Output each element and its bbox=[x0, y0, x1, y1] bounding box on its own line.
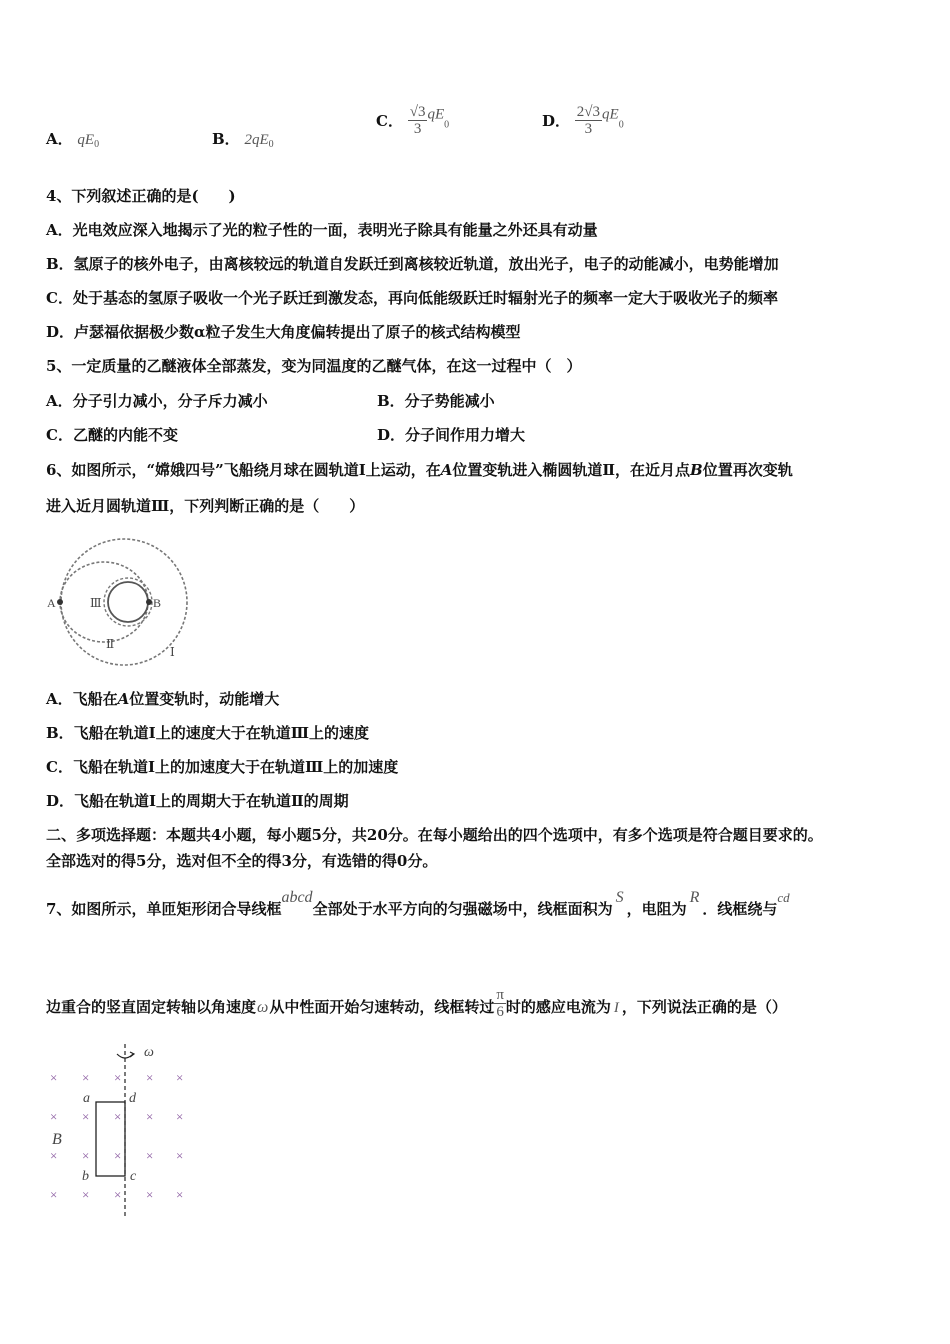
cross: × bbox=[82, 1109, 90, 1124]
cross: × bbox=[114, 1070, 122, 1085]
q7-part3: ，电阻为 bbox=[626, 900, 687, 918]
fig-label-a: A bbox=[47, 596, 56, 610]
cross: × bbox=[114, 1148, 122, 1163]
fig-label-c: c bbox=[130, 1169, 137, 1184]
q3-option-b bbox=[212, 128, 274, 150]
q5-option-a: A．分子引力减小，分子斥力减小 bbox=[46, 392, 268, 410]
magnetic-field-crosses bbox=[50, 1070, 183, 1202]
q3-option-d-label: D． bbox=[542, 112, 571, 130]
q3-option-a-sub: 0 bbox=[94, 139, 100, 150]
q6-stem-part3: 位置再次变轨 bbox=[702, 461, 793, 479]
q7-six: 6 bbox=[496, 1004, 504, 1020]
q3-option-a bbox=[46, 128, 99, 150]
cross: × bbox=[176, 1070, 184, 1085]
q7-current-i: I bbox=[613, 1000, 619, 1016]
q3-option-a-label: A． bbox=[46, 130, 73, 148]
cross: × bbox=[146, 1070, 154, 1085]
section2-line2: 全部选对的得5分，选对但不全的得3分，有选错的得0分。 bbox=[46, 852, 438, 870]
cross: × bbox=[114, 1187, 122, 1202]
q3-option-d-expr: qE bbox=[602, 106, 619, 123]
q7-part8: ，下列说法正确的是（） bbox=[621, 998, 787, 1016]
q7-coil-figure bbox=[44, 1040, 194, 1220]
q6-orbit-figure bbox=[40, 534, 200, 670]
q3-option-c-expr: qE bbox=[427, 106, 445, 123]
orbit-ii bbox=[60, 562, 148, 642]
q7-stem-line1 bbox=[46, 888, 790, 919]
q3-option-b-expr: 2qE bbox=[244, 132, 269, 148]
q4-option-b: B．氢原子的核外电子，由离核较远的轨道自发跃迁到离核较近轨道，放出光子，电子的动能减小，电势能增加 bbox=[46, 255, 779, 273]
cross: × bbox=[50, 1109, 58, 1124]
q7-part1: 7、如图所示，单匝矩形闭合导线框 bbox=[46, 900, 282, 918]
q3-option-d bbox=[542, 104, 624, 137]
moon bbox=[108, 582, 148, 622]
fig-label-a: a bbox=[83, 1091, 90, 1106]
q3-option-c bbox=[376, 104, 449, 137]
cross: × bbox=[50, 1187, 58, 1202]
q7-part4: ．线框绕与 bbox=[702, 900, 778, 918]
fig-omega: ω bbox=[144, 1045, 154, 1060]
fig-label-b: b bbox=[82, 1169, 89, 1184]
q6-stem-line2: 进入近月圆轨道Ⅲ，下列判断正确的是（ ） bbox=[46, 497, 365, 515]
q3-option-d-sub: 0 bbox=[618, 119, 624, 131]
q5-stem: 5、一定质量的乙醚液体全部蒸发，变为同温度的乙醚气体，在这一过程中（ ） bbox=[46, 357, 582, 375]
q3-option-c-den: 3 bbox=[413, 121, 422, 137]
q7-resistance-r: R bbox=[689, 889, 700, 906]
fig-label-field-b: B bbox=[52, 1131, 62, 1148]
q3-option-b-sub: 0 bbox=[268, 139, 274, 150]
q6-stem-point-b: B bbox=[690, 461, 703, 479]
fig-label-b: B bbox=[153, 596, 162, 610]
fig-label-ii: Ⅱ bbox=[106, 637, 115, 651]
fig-label-iii: Ⅲ bbox=[90, 596, 102, 610]
q7-part6: 从中性面开始匀速转动，线框转过 bbox=[269, 998, 495, 1016]
q6-option-a-post: 位置变轨时，动能增大 bbox=[129, 690, 280, 708]
orbit-i bbox=[61, 539, 187, 665]
q3-option-b-label: B． bbox=[212, 130, 240, 148]
q6-stem-part2: 位置变轨进入椭圆轨道Ⅱ，在近月点 bbox=[452, 461, 691, 479]
q3-option-c-label: C． bbox=[376, 112, 403, 130]
q6-option-b: B．飞船在轨道Ⅰ上的速度大于在轨道Ⅲ上的速度 bbox=[46, 724, 369, 742]
cross: × bbox=[114, 1109, 122, 1124]
q7-pi: π bbox=[496, 987, 504, 1003]
q3-option-c-num: √3 bbox=[409, 104, 426, 120]
q6-option-a bbox=[46, 689, 279, 709]
q3-option-d-den: 3 bbox=[584, 121, 593, 137]
q7-area-s: S bbox=[615, 889, 624, 906]
q7-cd: cd bbox=[777, 890, 790, 905]
cross: × bbox=[50, 1148, 58, 1163]
q6-option-a-pre: A．飞船在 bbox=[46, 690, 118, 708]
cross: × bbox=[176, 1187, 184, 1202]
q4-option-c: C．处于基态的氢原子吸收一个光子跃迁到激发态，再向低能级跃迁时辐射光子的频率一定大于吸收光子的频率 bbox=[46, 289, 778, 307]
q6-stem-point-a: A bbox=[440, 461, 453, 479]
q7-part2: 全部处于水平方向的匀强磁场中，线框面积为 bbox=[312, 900, 613, 918]
point-b-dot bbox=[146, 599, 152, 605]
cross: × bbox=[146, 1187, 154, 1202]
q6-option-d: D．飞船在轨道Ⅰ上的周期大于在轨道Ⅱ的周期 bbox=[46, 792, 349, 810]
q5-option-d: D．分子间作用力增大 bbox=[377, 426, 526, 444]
cross: × bbox=[82, 1187, 90, 1202]
cross: × bbox=[146, 1109, 154, 1124]
cross: × bbox=[82, 1070, 90, 1085]
q7-part7: 时的感应电流为 bbox=[505, 998, 611, 1016]
cross: × bbox=[146, 1148, 154, 1163]
q7-abcd: abcd bbox=[281, 889, 313, 906]
q5-option-c: C．乙醚的内能不变 bbox=[46, 426, 178, 444]
cross: × bbox=[82, 1148, 90, 1163]
q3-option-d-num: 2√3 bbox=[576, 104, 601, 120]
fig-label-d: d bbox=[129, 1091, 136, 1106]
section2-line1: 二、多项选择题：本题共4小题，每小题5分，共20分。在每小题给出的四个选项中，有多个选项是符合题目要求的。 bbox=[46, 826, 823, 844]
q3-option-d-fraction bbox=[575, 104, 602, 137]
q7-stem-line2 bbox=[46, 987, 787, 1020]
q3-option-a-expr: qE bbox=[77, 132, 95, 148]
q3-option-c-sub: 0 bbox=[444, 119, 450, 131]
q7-part5: 边重合的竖直固定转轴以角速度 bbox=[46, 998, 257, 1016]
q4-option-d: D．卢瑟福依据极少数α粒子发生大角度偏转提出了原子的核式结构模型 bbox=[46, 323, 521, 341]
q4-stem: 4、下列叙述正确的是( ) bbox=[46, 187, 236, 205]
point-a-dot bbox=[57, 599, 63, 605]
fig-label-i: Ⅰ bbox=[170, 645, 175, 659]
cross: × bbox=[50, 1070, 58, 1085]
q7-omega: ω bbox=[257, 999, 269, 1016]
q3-option-c-fraction bbox=[408, 104, 428, 137]
q6-option-c: C．飞船在轨道Ⅰ上的加速度大于在轨道Ⅲ上的加速度 bbox=[46, 758, 399, 776]
q4-option-a: A．光电效应深入地揭示了光的粒子性的一面，表明光子除具有能量之外还具有动量 bbox=[46, 221, 598, 239]
cross: × bbox=[176, 1148, 184, 1163]
q6-stem-part1: 6、如图所示，“嫦娥四号”飞船绕月球在圆轨道Ⅰ上运动，在 bbox=[46, 461, 441, 479]
q5-option-b: B．分子势能减小 bbox=[377, 392, 495, 410]
cross: × bbox=[176, 1109, 184, 1124]
q7-fraction bbox=[494, 987, 506, 1020]
q6-option-a-point: A bbox=[117, 690, 130, 708]
q6-stem-line1 bbox=[46, 460, 793, 480]
